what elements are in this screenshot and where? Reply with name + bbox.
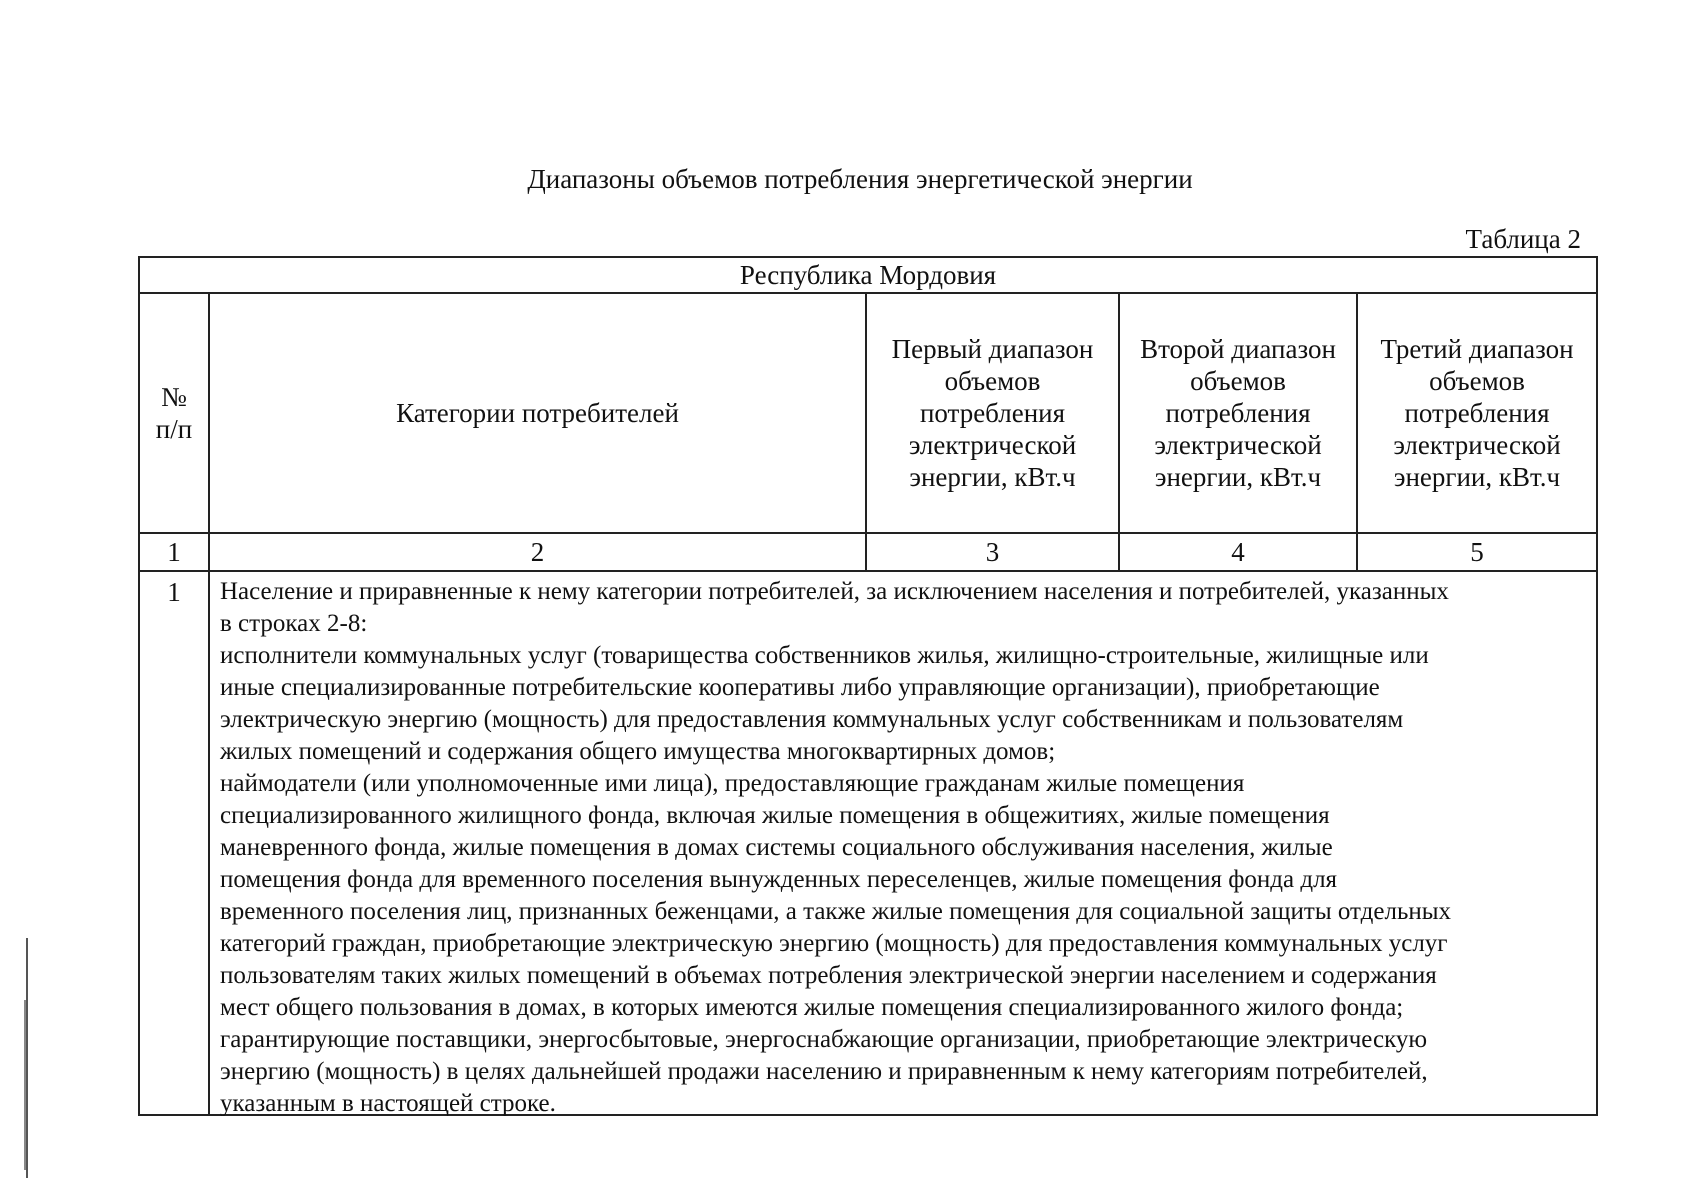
header-third-range <box>1356 294 1596 534</box>
text-line: жилых помещений и содержания общего имущества многоквартирных домов; <box>220 738 1056 765</box>
region-header: Республика Мордовия <box>140 258 1596 294</box>
scan-margin-mark <box>26 938 28 1178</box>
scan-margin-mark-secondary <box>24 1000 26 1170</box>
text-line: электрическую энергию (мощность) для предоставления коммунальных услуг собственникам и пользователям <box>220 706 1404 733</box>
row-number: 1 <box>167 577 181 607</box>
header-category-label: Категории потребителей <box>396 398 679 428</box>
text-line: пользователям таких жилых помещений в объемах потребления электрической энергии населением и содержания <box>220 962 1437 989</box>
header-third-range-label: Третий диапазон объемов потребления электрической энергии, кВт.ч <box>1380 334 1574 492</box>
column-number-1: 1 <box>140 534 208 572</box>
header-second-range-label: Второй диапазон объемов потребления электрической энергии, кВт.ч <box>1140 334 1336 492</box>
header-first-range <box>865 294 1118 534</box>
text-line: энергию (мощность) в целях дальнейшей продажи населению и приравненным к нему категориям потребителей, <box>220 1058 1428 1085</box>
header-second-range <box>1118 294 1356 534</box>
column-number-2: 2 <box>208 534 865 572</box>
text-line: временного поселения лиц, признанных беженцами, а также жилые помещения для социальной защиты отдельных <box>220 898 1452 925</box>
header-category <box>208 294 865 534</box>
header-number <box>140 294 208 534</box>
table-caption: Таблица 2 <box>1465 224 1581 254</box>
header-number-label: № п/п <box>155 382 193 444</box>
row-category-text <box>208 572 1598 1116</box>
column-number-5: 5 <box>1356 534 1596 572</box>
text-line: категорий граждан, приобретающие электрическую энергию (мощность) для предоставления коммунальных услуг <box>220 930 1448 957</box>
column-number-3: 3 <box>865 534 1118 572</box>
header-first-range-label: Первый диапазон объемов потребления электрической энергии, кВт.ч <box>891 334 1094 492</box>
text-line: гарантирующие поставщики, энергосбытовые, энергоснабжающие организации, приобретающие электрическую <box>220 1026 1428 1053</box>
text-line: маневренного фонда, жилые помещения в домах системы социального обслуживания населения, жилые <box>220 834 1333 861</box>
document-title: Диапазоны объемов потребления энергетической энергии <box>527 164 1193 194</box>
column-number-4: 4 <box>1118 534 1356 572</box>
text-line: Население и приравненные к нему категории потребителей, за исключением населения и потребителей, указанных <box>220 578 1449 605</box>
text-line: иные специализированные потребительские кооперативы либо управляющие организации), приобретающие <box>220 674 1380 701</box>
consumption-ranges-table <box>138 256 1598 1116</box>
text-line: специализированного жилищного фонда, включая жилые помещения в общежитиях, жилые помещения <box>220 802 1330 829</box>
text-line: наймодатели (или уполномоченные ими лица), предоставляющие гражданам жилые помещения <box>220 770 1245 797</box>
text-line: в строках 2-8: <box>220 610 368 637</box>
text-line: мест общего пользования в домах, в которых имеются жилые помещения специализированного жилого фонда; <box>220 994 1404 1021</box>
text-line: помещения фонда для временного поселения вынужденных переселенцев, жилые помещения фонда для <box>220 866 1338 893</box>
text-line: исполнители коммунальных услуг (товарищества собственников жилья, жилищно-строительные, жилищные или <box>220 642 1429 669</box>
text-line: указанным в настоящей строке. <box>220 1090 556 1116</box>
